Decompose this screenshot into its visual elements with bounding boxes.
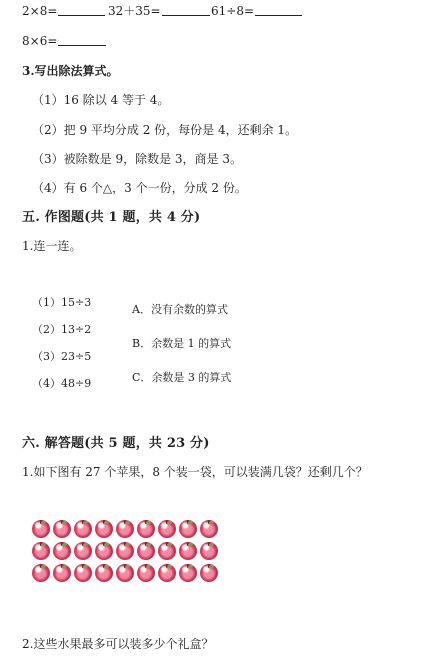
answer-blank[interactable] [58, 34, 106, 46]
apple-icon [116, 564, 134, 582]
apple-icon [116, 542, 134, 560]
right-option-a: A．没有余数的算式 [132, 303, 228, 316]
apple-icon [137, 564, 155, 582]
answer-question-1: 1.如下图有 27 个苹果，8 个装一袋，可以装满几袋？还剩几个？ [22, 465, 368, 479]
apple-icon [95, 564, 113, 582]
apple-icon [200, 520, 218, 538]
apple-icon [53, 542, 71, 560]
drawing-section-title: 五. 作图题(共 1 题，共 4 分) [22, 210, 201, 225]
answer-blank[interactable] [58, 4, 105, 16]
left-expression-3: （3）23÷5 [32, 350, 92, 363]
apple-icon [116, 520, 134, 538]
answer-question-2: 2.这些水果最多可以装多少个礼盒？ [22, 637, 214, 651]
division-item-3: （3）被除数是 9，除数是 3，商是 3。 [32, 152, 242, 166]
answer-section-title: 六. 解答题(共 5 题，共 23 分) [22, 436, 210, 451]
division-item-4: （4）有 6 个△，3 个一份，分成 2 份。 [32, 181, 247, 195]
left-expression-1: （1）15÷3 [32, 296, 92, 309]
apple-icon [137, 520, 155, 538]
apple-icon [74, 520, 92, 538]
math-row-1-item-3 [211, 4, 302, 18]
apple-icon [74, 542, 92, 560]
apple-icon [53, 520, 71, 538]
drawing-question: 1.连一连。 [22, 239, 82, 253]
apple-icon [53, 564, 71, 582]
answer-blank[interactable] [162, 4, 210, 16]
apple-icon [95, 542, 113, 560]
apple-icon [200, 542, 218, 560]
math-row-1-item-2 [108, 4, 210, 18]
apple-icon [179, 564, 197, 582]
apple-row [32, 542, 220, 560]
apple-icon [32, 520, 50, 538]
right-option-b: B．余数是 1 的算式 [132, 337, 232, 350]
math-row-1-item-1-label: 2×8= [22, 4, 58, 18]
math-row-1-item-2-label: 32＋35= [108, 4, 161, 18]
apple-icon [137, 542, 155, 560]
division-item-1: （1）16 除以 4 等于 4。 [32, 93, 170, 107]
math-row-1-item-3-label: 61÷8= [211, 4, 255, 18]
apple-icon [95, 520, 113, 538]
apple-icon [74, 564, 92, 582]
apple-grid [32, 520, 220, 586]
math-row-2-item-1-label: 8×6= [22, 34, 58, 48]
division-item-2: （2）把 9 平均分成 2 份，每份是 4，还剩余 1。 [32, 123, 298, 137]
apple-icon [158, 564, 176, 582]
left-expression-2: （2）13÷2 [32, 323, 92, 336]
apple-icon [179, 542, 197, 560]
math-row-2-item-1 [22, 34, 106, 48]
apple-icon [32, 542, 50, 560]
apple-icon [179, 520, 197, 538]
apple-row [32, 520, 220, 538]
apple-icon [200, 564, 218, 582]
answer-blank[interactable] [255, 4, 302, 16]
apple-icon [32, 564, 50, 582]
apple-icon [158, 520, 176, 538]
apple-row [32, 564, 220, 582]
right-option-c: C．余数是 3 的算式 [132, 371, 232, 384]
apple-icon [158, 542, 176, 560]
left-expression-4: （4）48÷9 [32, 377, 92, 390]
math-row-1-item-1 [22, 4, 105, 18]
division-section-title: 3.写出除法算式。 [22, 64, 119, 78]
